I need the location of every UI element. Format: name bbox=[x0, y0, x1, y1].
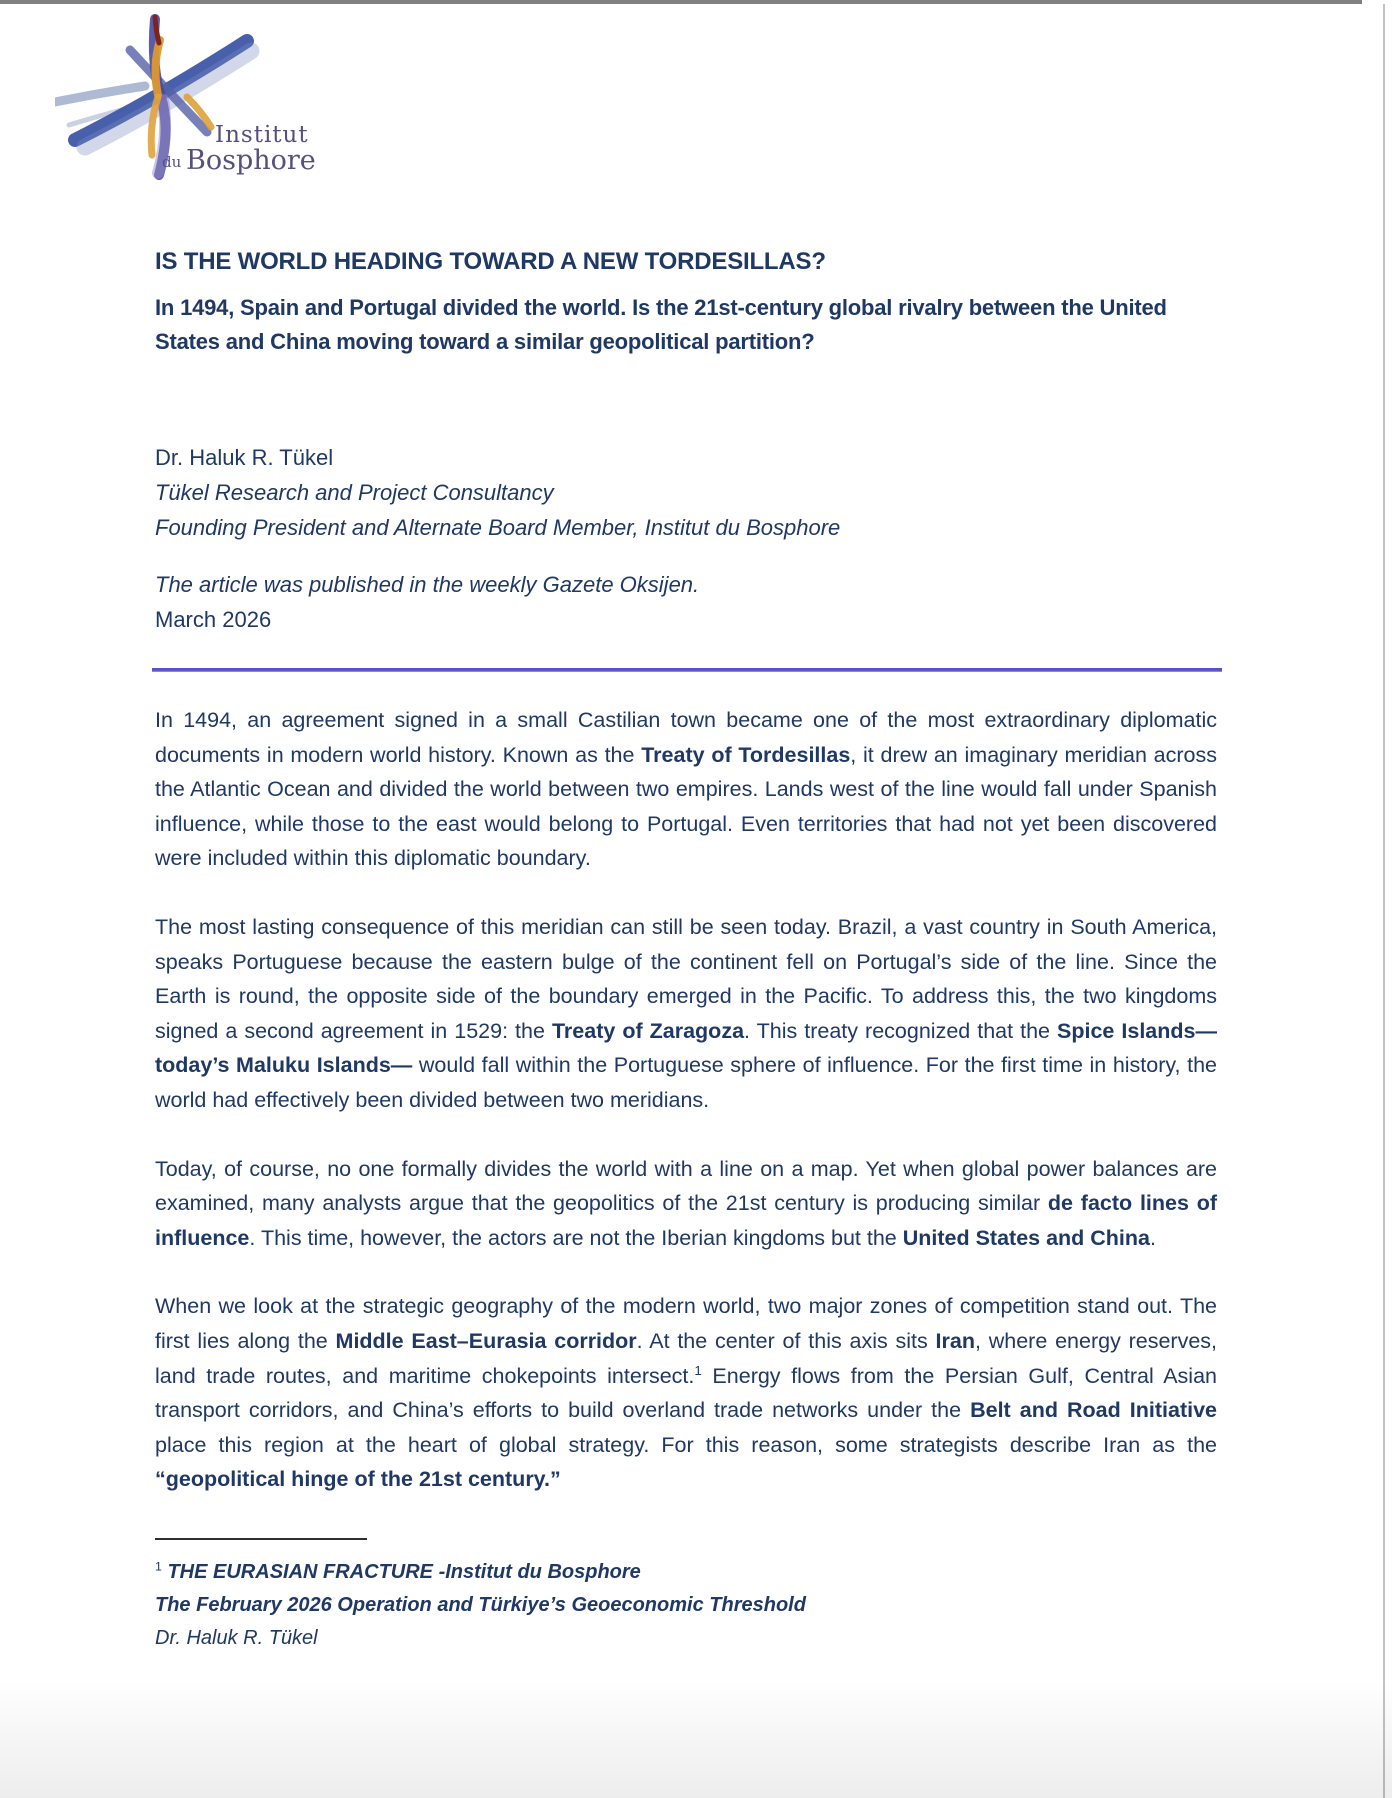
author-role: Founding President and Alternate Board Member, Institut du Bosphore bbox=[155, 515, 841, 540]
logo-brush-orange2 bbox=[151, 97, 158, 155]
window-top-edge bbox=[0, 0, 1362, 4]
logo-word-institut: Institut bbox=[215, 122, 309, 148]
footnote-line-1: $^1$ THE EURASIAN FRACTURE -Institut du Bosphore bbox=[155, 1559, 641, 1583]
logo-word-bosphore: Bosphore bbox=[186, 145, 316, 176]
footnote-divider bbox=[155, 1538, 367, 1540]
logo-word-du: du bbox=[162, 153, 182, 171]
paragraph-1: In 1494, an agreement signed in a small Castilian town became one of the most extraordinary diplomatic documents in modern world history. Known as the Treaty of Tordesillas, it drew an imaginary meridian across the Atlantic Ocean and divided the world between two empires. Lands west of the line would fall under Spanish influence, while those to the east would belong to Portugal. Even territories that had not yet been discovered were included within this diplomatic boundary. bbox=[155, 708, 1217, 871]
footnote-line-2: The February 2026 Operation and Türkiye’s Geoeconomic Threshold bbox=[155, 1594, 806, 1616]
publication-block bbox=[155, 567, 1217, 637]
publication-note: The article was published in the weekly Gazete Oksijen. bbox=[155, 572, 700, 597]
publication-date: March 2026 bbox=[155, 607, 272, 632]
logo-brush-light-blue bbox=[55, 86, 145, 102]
header-divider-rule bbox=[152, 668, 1222, 672]
footnote-line-3: Dr. Haluk R. Tükel bbox=[155, 1627, 318, 1649]
page-title: IS THE WORLD HEADING TOWARD A NEW TORDESILLAS? bbox=[155, 248, 826, 275]
page-right-edge bbox=[1383, 4, 1385, 1798]
page-subtitle: In 1494, Spain and Portugal divided the world. Is the 21st-century global rivalry between the United States and China moving toward a similar geopolitical partition? bbox=[155, 295, 1167, 354]
page-bottom-shadow bbox=[0, 1678, 1392, 1798]
institut-du-bosphore-logo bbox=[55, 5, 325, 180]
paragraph-2: The most lasting consequence of this meridian can still be seen today. Brazil, a vast country in South America, speaks Portuguese because the eastern bulge of the continent fell on Portugal’s side of the line. Since the Earth is round, the opposite side of the boundary emerged in the Pacific. To address this, the two kingdoms signed a second agreement in 1529: the Treaty of Zaragoza. This treaty recognized that the Spice Islands—today’s Maluku Islands— would fall within the Portuguese sphere of influence. For the first time in history, the world had effectively been divided between two meridians. bbox=[155, 914, 1217, 1112]
logo-brush-orange1 bbox=[155, 40, 160, 95]
author-name: Dr. Haluk R. Tükel bbox=[155, 445, 334, 470]
footnote-block bbox=[155, 1538, 1217, 1655]
paragraph-4: When we look at the strategic geography of the modern world, two major zones of competition stand out. The first lies along the Middle East–Eurasia corridor. At the center of this axis sits Iran, where energy reserves, land trade routes, and maritime chokepoints intersect.$^1$ Energy flows from the Persian Gulf, Central Asian transport corridors, and China’s efforts to build overland trade networks under the Belt and Road Initiative place this region at the heart of global strategy. For this reason, some strategists describe Iran as the “geopolitical hinge of the 21st century.” bbox=[155, 1294, 1218, 1492]
byline-block bbox=[155, 440, 1217, 545]
article-body bbox=[155, 703, 1217, 1531]
paragraph-3: Today, of course, no one formally divides the world with a line on a map. Yet when global power balances are examined, many analysts argue that the geopolitics of the 21st century is producing similar de facto lines of influence. This time, however, the actors are not the Iberian kingdoms but the United States and China. bbox=[155, 1156, 1218, 1250]
author-organization: Tükel Research and Project Consultancy bbox=[155, 480, 554, 505]
